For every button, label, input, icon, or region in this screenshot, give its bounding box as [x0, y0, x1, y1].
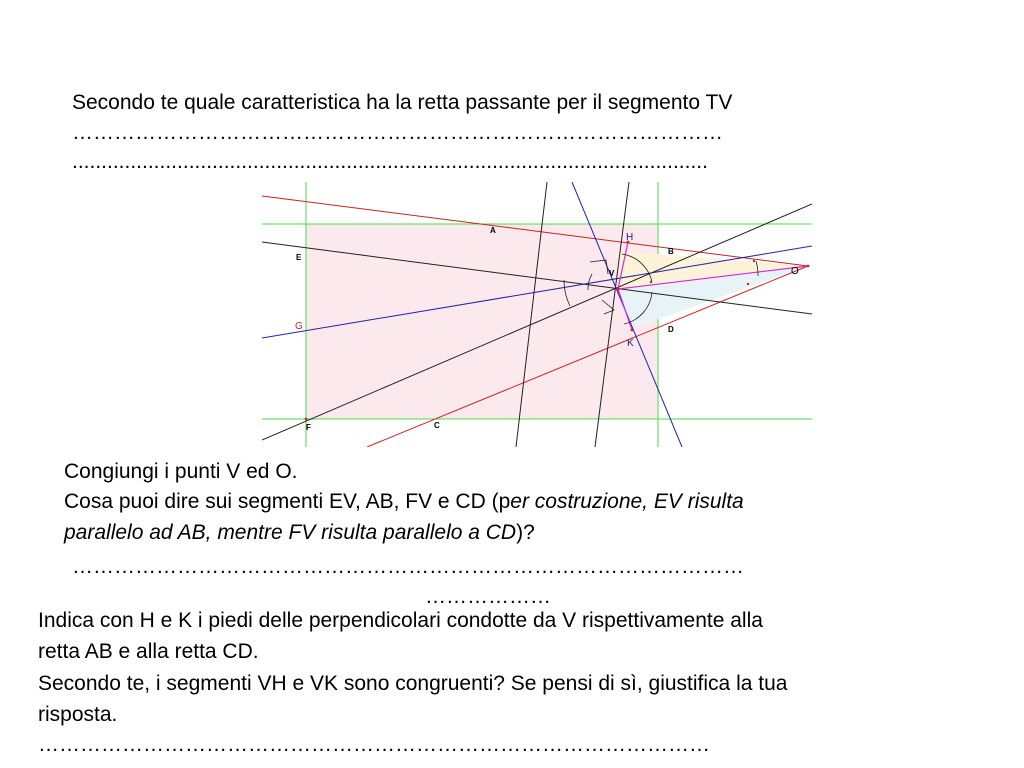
question-3-line-2: retta AB e alla retta CD.	[38, 640, 259, 663]
point-v-marker	[616, 287, 619, 290]
question-3-line-3: Secondo te, i segmenti VH e VK sono congruenti? Se pensi di sì, giustifica la tua	[38, 672, 788, 695]
answer-dots-2: .............................................................................................................	[72, 150, 708, 173]
label-g: G	[295, 321, 303, 332]
question-2-line-2	[64, 486, 744, 517]
question-2-line-2-italic: er costruzione, EV risulta	[510, 490, 744, 513]
point-k-marker	[631, 329, 634, 332]
label-o: O	[791, 266, 799, 277]
label-v: V	[609, 269, 615, 278]
label-d: D	[668, 325, 674, 334]
question-2-line-3-italic: parallelo ad AB, mentre FV risulta parallelo a CD	[64, 521, 517, 544]
label-e: E	[296, 253, 302, 262]
question-1-text: Secondo te quale caratteristica ha la retta passante per il segmento TV	[72, 91, 733, 114]
label-a: A	[490, 226, 496, 235]
answer-dots-3: ……………………………………………………………………………………	[72, 555, 744, 578]
question-2-line-2-plain: Cosa puoi dire sui segmenti EV, AB, FV e CD (p	[64, 490, 511, 513]
point-f-marker	[305, 418, 308, 421]
label-b: B	[668, 247, 674, 256]
label-f: F	[306, 423, 311, 432]
label-h: H	[626, 232, 634, 243]
question-2-line-3	[64, 517, 535, 548]
answer-dots-4: ………………	[425, 585, 551, 608]
label-k: K	[627, 338, 634, 349]
label-c: C	[434, 421, 440, 430]
question-3-line-1: Indica con H e K i piedi delle perpendicolari condotte da V rispettivamente alla	[38, 609, 763, 632]
answer-dots-5: ……………………………………………………………………………………	[38, 733, 710, 756]
question-3-line-4: risposta.	[38, 703, 118, 726]
geometry-figure	[262, 182, 812, 447]
point-o-marker	[807, 265, 810, 268]
question-2-line-3-tail: )?	[516, 521, 535, 544]
point-mark-1	[753, 260, 755, 262]
answer-dots-1: …………………………………………………………………………………	[72, 121, 723, 144]
question-2-line-1: Congiungi i punti V ed O.	[64, 460, 298, 483]
point-mark-2	[747, 283, 749, 285]
point-mark-3	[650, 281, 652, 283]
